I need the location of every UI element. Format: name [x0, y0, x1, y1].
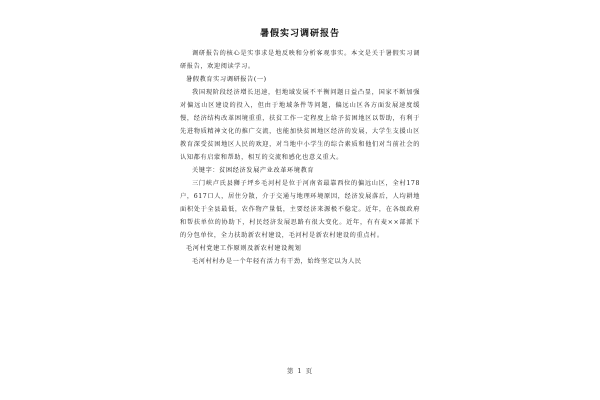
section1-heading: 暑假教育实习调研报告(一)	[186, 76, 267, 83]
section3-heading: 毛河村党建工作原则及新农村建设规划	[186, 245, 302, 252]
intro-paragraph: 调研报告的核心是实事求是地反映和分析客观事实。本文是关于暑假实习调研报告，欢迎阅读学习。	[180, 50, 420, 70]
page-number: 第 1 页	[286, 367, 314, 375]
keywords-line: 关键字：贫困经济发展产业改革环境教育	[192, 167, 315, 174]
section2-paragraph: 三门峡卢氏县狮子坪乡毛河村是位于河南省最靠西位的偏远山区，全村178户，617口人，居住分散，介于交通与地理环境原因，经济发展落后，人均耕地面积处于全县最低，农作物产量低，主要经济来源极不稳定。近年，在各级政府和帮扶单位的协助下，村民经济发展思路有很大变化。近年，有有麦××部派下的分包单位，全力扶助新农村建设，毛河村是新农村建设的重点村。	[180, 180, 420, 239]
document-page	[180, 0, 420, 400]
document-title: 暑假实习调研报告	[259, 29, 340, 39]
section1-paragraph: 我国现阶段经济增长迅速，但地域发展不平衡问题日益凸显，国家不断加强对偏远山区建设的投入，但由于地域条件等问题，偏远山区各方面发展速度缓慢，经济结构改革困境重重，扶贫工作一定程度上给予贫困地区以帮助，有利于先进物质精神文化的推广交流，也能加快贫困地区经济的发展，大学生支援山区教育深受贫困地区人民的欢迎，对当地中小学生的综合素质和他们对当前社会的认知都有启蒙和帮助，相互的交流和感化也意义重大。	[180, 89, 420, 161]
section3-paragraph: 毛河村村办是一个年轻有活力有干劲，始终坚定以为人民	[192, 258, 362, 265]
